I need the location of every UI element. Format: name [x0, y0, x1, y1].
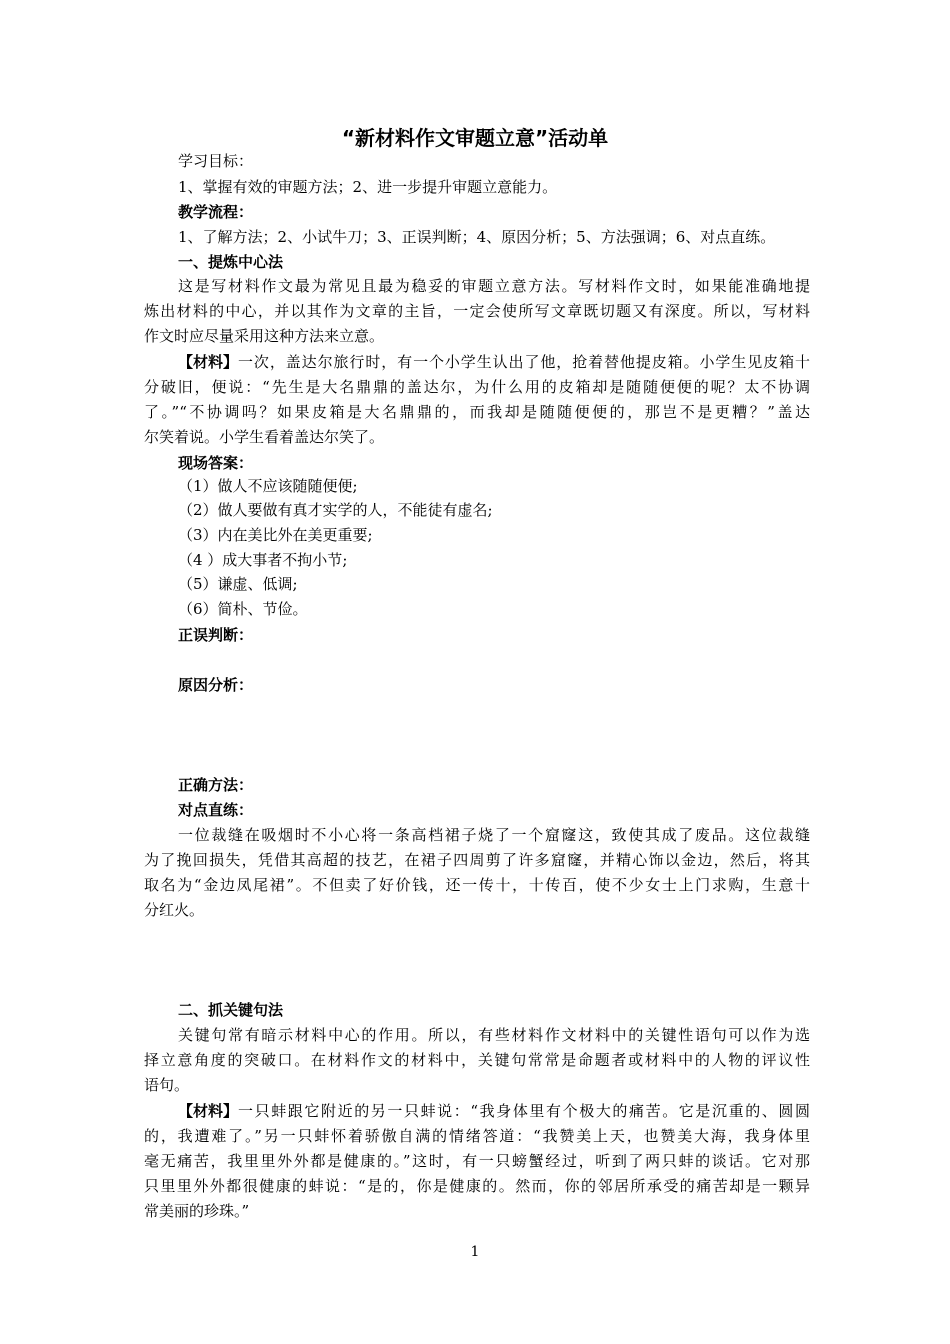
page-number: 1 [470, 1244, 480, 1260]
material-mark: 【材料】 [178, 353, 239, 371]
objectives-label: 学习目标： [178, 152, 254, 170]
judge-label: 正误判断： [178, 626, 254, 644]
answer-item: （4 ）成大事者不拘小节; [178, 551, 348, 569]
material-line: 尔笑着说。小学生看着盖达尔笑了。 [144, 428, 385, 446]
material-line: 常美丽的珍珠。” [144, 1202, 250, 1220]
material-line: 了。”“不协调吗？如果皮箱是大名鼎鼎的，而我却是随随便便的，那岂不是更糟？”盖达 [144, 403, 810, 421]
section1-heading: 一、提炼中心法 [178, 253, 284, 271]
answer-item: （5）谦虚、低调; [178, 575, 298, 593]
section2-material-first [178, 1098, 810, 1124]
section1-intro-line: 作文时应尽量采用这种方法来立意。 [144, 327, 385, 345]
section1-intro-line: 这是写材料作文最为常见且最为稳妥的审题立意方法。写材料作文时，如果能准确地提 [178, 277, 810, 295]
practice-line: 取名为“金边凤尾裙”。不但卖了好价钱，还一传十，十传百，使不少女士上门求购，生意十 [144, 876, 810, 894]
practice-line: 一位裁缝在吸烟时不小心将一条高档裙子烧了一个窟窿这，致使其成了废品。这位裁缝 [178, 826, 810, 844]
method-label: 正确方法： [178, 776, 254, 794]
material-line: 一次，盖达尔旅行时，有一个小学生认出了他，抢着替他提皮箱。小学生见皮箱十 [238, 353, 810, 371]
practice-line: 分红火。 [144, 901, 205, 919]
objectives-text: 1、掌握有效的审题方法；2、进一步提升审题立意能力。 [178, 178, 558, 196]
practice-label: 对点直练： [178, 801, 254, 819]
material-line: 只里里外外都很健康的蚌说：“是的，你是健康的。然而，你的邻居所承受的痛苦却是一颗异 [144, 1177, 810, 1195]
material-line: 的，我遭难了。”另一只蚌怀着骄傲自满的情绪答道：“我赞美上天，也赞美大海，我身体里 [144, 1127, 810, 1145]
material-line: 分破旧，便说：“先生是大名鼎鼎的盖达尔，为什么用的皮箱却是随随便便的呢？太不协调 [144, 378, 810, 396]
section2-intro-line: 语句。 [144, 1076, 190, 1094]
section2-intro-line: 择立意角度的突破口。在材料作文的材料中，关键句常常是命题者或材料中的人物的评议性 [144, 1051, 810, 1069]
material-line: 毫无痛苦，我里里外外都是健康的。”这时，有一只螃蟹经过，听到了两只蚌的谈话。它对那 [144, 1152, 810, 1170]
reason-label: 原因分析： [178, 676, 254, 694]
answer-item: （3）内在美比外在美更重要; [178, 526, 373, 544]
flow-label: 教学流程： [178, 203, 254, 221]
section2-heading: 二、抓关键句法 [178, 1001, 284, 1019]
page-title: “新材料作文审题立意”活动单 [341, 126, 609, 150]
section2-intro-line: 关键句常有暗示材料中心的作用。所以，有些材料作文材料中的关键性语句可以作为选 [178, 1026, 810, 1044]
material-mark: 【材料】 [178, 1102, 239, 1120]
answer-item: （2）做人要做有真才实学的人，不能徒有虚名; [178, 501, 493, 519]
material-line: 一只蚌跟它附近的另一只蚌说：“我身体里有个极大的痛苦。它是沉重的、圆圆 [238, 1102, 810, 1120]
answers-label: 现场答案： [178, 454, 254, 472]
flow-text: 1、了解方法；2、小试牛刀；3、正误判断；4、原因分析；5、方法强调；6、对点直练。 [178, 228, 776, 246]
section1-intro-line: 炼出材料的中心，并以其作为文章的主旨，一定会使所写文章既切题又有深度。所以，写材料 [144, 302, 810, 320]
section1-material-first [178, 349, 810, 375]
practice-line: 为了挽回损失，凭借其高超的技艺，在裙子四周剪了许多窟窿，并精心饰以金边，然后，将其 [144, 851, 810, 869]
answer-item: （1）做人不应该随随便便; [178, 477, 358, 495]
answer-item: （6）简朴、节俭。 [178, 600, 308, 618]
